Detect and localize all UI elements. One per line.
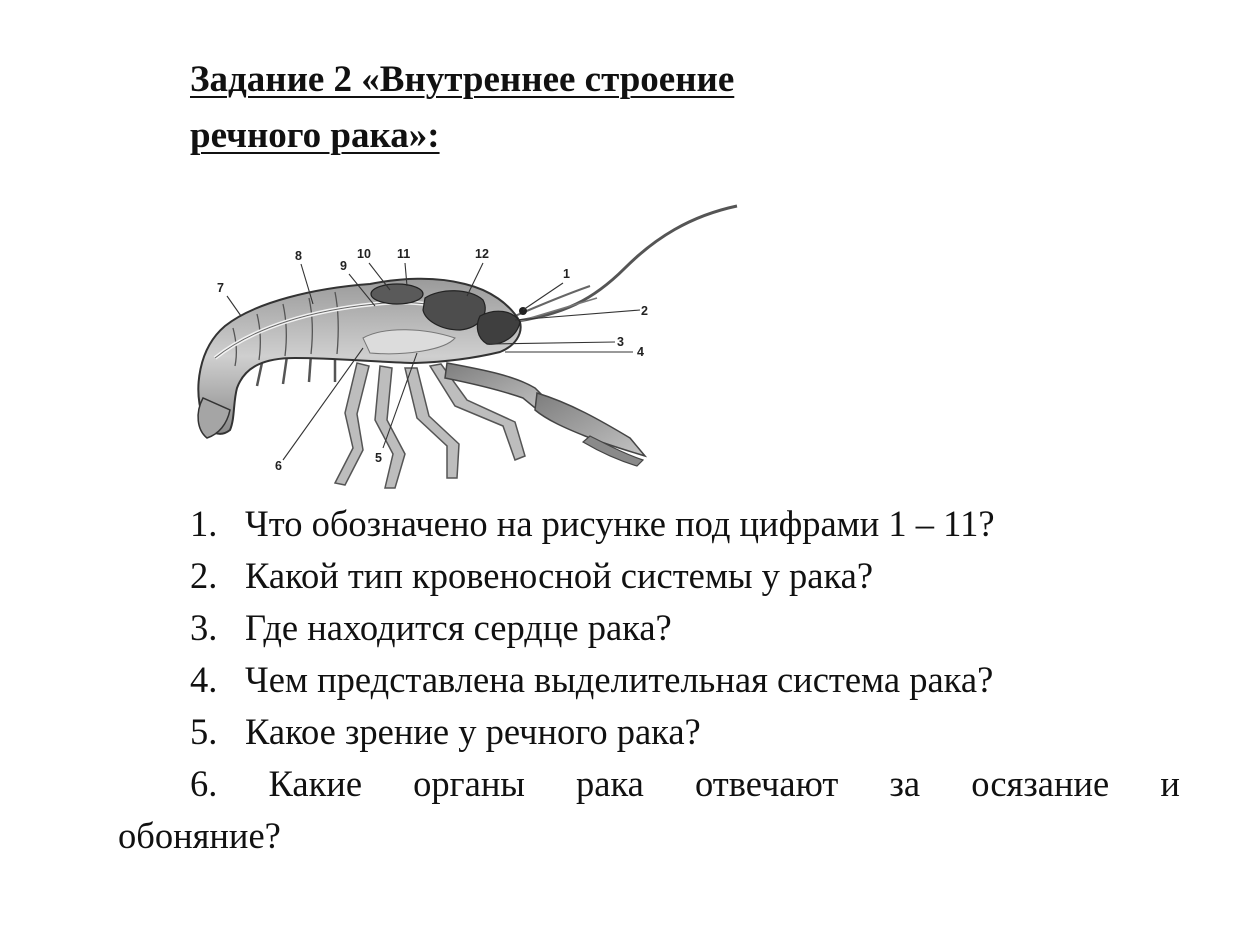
task-title-line-1: Задание 2 «Внутреннее строение xyxy=(190,59,735,100)
question-6 xyxy=(190,758,1180,810)
question-text: Чем представлена выделительная система рака? xyxy=(245,659,994,700)
question-number: 6. xyxy=(190,763,218,804)
question-word: органы xyxy=(413,763,525,804)
question-word: рака xyxy=(576,763,644,804)
label-11: 11 xyxy=(397,247,411,261)
question-word: Какие xyxy=(268,763,363,804)
question-number: 1. xyxy=(190,503,218,544)
crayfish-anatomy-figure xyxy=(185,198,765,498)
label-4: 4 xyxy=(637,345,644,359)
question-3 xyxy=(190,602,672,654)
question-number: 3. xyxy=(190,607,218,648)
label-9: 9 xyxy=(340,259,347,273)
question-1 xyxy=(190,498,995,550)
label-6: 6 xyxy=(275,459,282,473)
question-word: за xyxy=(889,763,921,804)
label-3: 3 xyxy=(617,335,624,349)
task-title-line-2: речного рака»: xyxy=(190,115,440,156)
question-word: отвечают xyxy=(694,763,839,804)
leader-line-1 xyxy=(523,283,563,310)
label-1: 1 xyxy=(563,267,570,281)
question-6-continuation: обоняние? xyxy=(118,815,281,856)
question-number: 2. xyxy=(190,555,218,596)
label-2: 2 xyxy=(641,304,648,318)
heart xyxy=(371,284,423,304)
question-number: 5. xyxy=(190,711,218,752)
walking-leg xyxy=(335,363,369,485)
label-12: 12 xyxy=(475,247,489,261)
task-title xyxy=(190,52,950,164)
question-2 xyxy=(190,550,873,602)
question-number: 4. xyxy=(190,659,218,700)
question-word: осязание xyxy=(971,763,1110,804)
question-5 xyxy=(190,706,701,758)
label-7: 7 xyxy=(217,281,224,295)
question-word: и xyxy=(1160,763,1180,804)
question-text: Что обозначено на рисунке под цифрами 1 – 11? xyxy=(245,503,995,544)
swimmeret xyxy=(283,356,287,384)
question-text: Какое зрение у речного рака? xyxy=(245,711,701,752)
crayfish-drawing xyxy=(185,198,765,498)
label-10: 10 xyxy=(357,247,371,261)
label-5: 5 xyxy=(375,451,382,465)
question-4 xyxy=(190,654,993,706)
leader-line-7 xyxy=(227,296,241,316)
label-8: 8 xyxy=(295,249,302,263)
question-text: Какой тип кровеносной системы у рака? xyxy=(245,555,874,596)
leader-line-2 xyxy=(515,310,640,320)
question-text: Где находится сердце рака? xyxy=(245,607,672,648)
